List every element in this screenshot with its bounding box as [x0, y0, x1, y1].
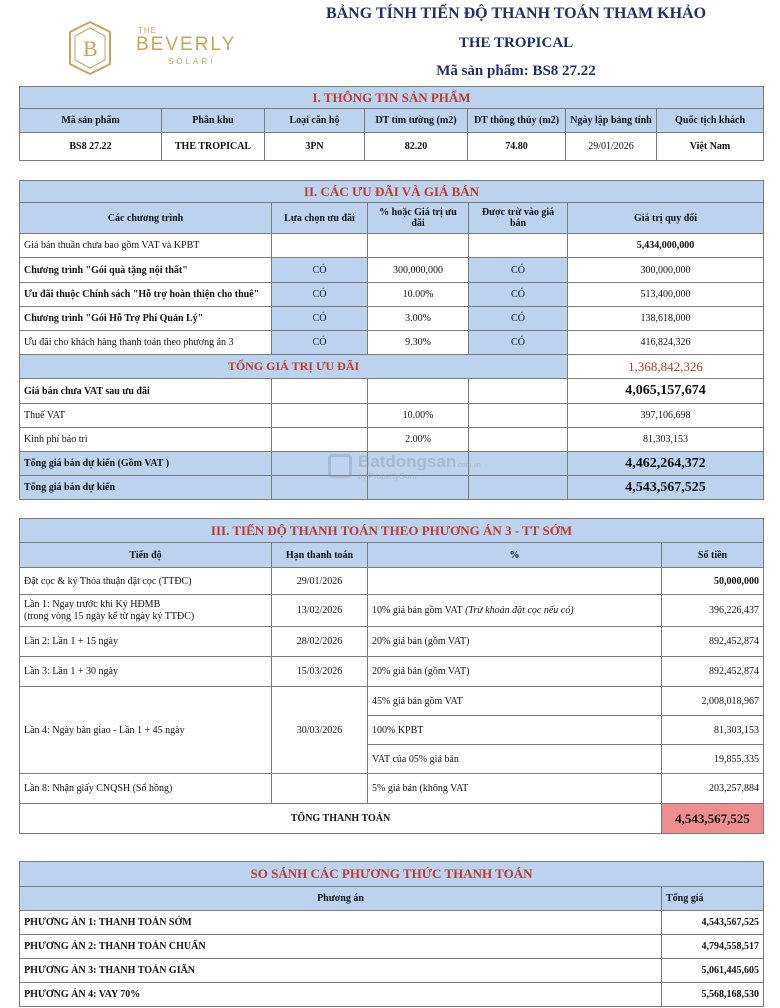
- payment-comparison-table: [19, 861, 764, 1007]
- header-option: Phương án: [20, 887, 662, 911]
- table-row: [20, 331, 764, 355]
- header-deadline: Hạn thanh toán: [272, 543, 368, 568]
- total-discount-label: TỔNG GIÁ TRỊ ƯU ĐÃI: [20, 355, 568, 379]
- offer-value: 138,618,000: [568, 307, 764, 331]
- lan4-sub-amount: 81,303,153: [662, 716, 764, 745]
- base-price-label: Giá bán thuần chưa bao gồm VAT và KPBT: [20, 234, 272, 258]
- table-row: [20, 568, 764, 595]
- offer-choice: CÓ: [272, 283, 368, 307]
- lan1-stage-line2: (trong vòng 15 ngày kể từ ngày ký TTĐC): [24, 610, 195, 622]
- brand-logo: [50, 18, 237, 78]
- header-percent: % hoặc Giá trị ưu đãi: [368, 203, 469, 234]
- option-name: PHƯƠNG ÁN 3: THANH TOÁN GIÃN: [20, 959, 662, 983]
- product-info-table: [19, 86, 764, 161]
- value-product-code: BS8 27.22: [20, 133, 162, 161]
- offer-value: 300,000,000: [568, 258, 764, 283]
- lan4-sub-amount: 2,008,018,967: [662, 687, 764, 716]
- offer-deduct: CÓ: [469, 258, 568, 283]
- lan2-amount: 892,452,874: [662, 627, 764, 657]
- option-total: 5,568,168,530: [662, 983, 764, 1007]
- table-row: [20, 774, 764, 804]
- lan4-sub-percent: 45% giá bán gồm VAT: [368, 687, 662, 716]
- schedule-total-label: TỔNG THANH TOÁN: [20, 804, 662, 834]
- value-calc-date: 29/01/2026: [566, 133, 657, 161]
- header-converted-value: Giá trị quy đổi: [568, 203, 764, 234]
- schedule-total-value: 4,543,567,525: [662, 804, 764, 834]
- watermark-domain: .com.vn: [456, 462, 481, 469]
- project-name: THE TROPICAL: [458, 35, 574, 51]
- logo-the: THE: [138, 26, 157, 35]
- offer-percent: 300,000,000: [368, 258, 469, 283]
- vat-percent: 10.00%: [368, 404, 469, 428]
- header-percent: %: [368, 543, 662, 568]
- payment-schedule-table: [19, 518, 764, 834]
- offer-percent: 9.30%: [368, 331, 469, 355]
- offer-choice: CÓ: [272, 307, 368, 331]
- maintenance-label: Kinh phí bảo trì: [20, 428, 272, 452]
- header-nationality: Quốc tịch khách: [657, 109, 764, 133]
- header-zone: Phân khu: [162, 109, 265, 133]
- offer-label: Ưu đãi thuộc Chính sách "Hỗ trợ hoàn thiện cho thuê": [20, 283, 272, 307]
- value-net-area: 74.80: [468, 133, 566, 161]
- deposit-percent: [368, 568, 662, 595]
- offer-label: Chương trình "Gói Hỗ Trợ Phí Quản Lý": [20, 307, 272, 331]
- maintenance-percent: 2.00%: [368, 428, 469, 452]
- table-row: [20, 627, 764, 657]
- offer-value: 416,824,326: [568, 331, 764, 355]
- option-name: PHƯƠNG ÁN 2: THANH TOÁN CHUẨN: [20, 935, 662, 959]
- lan3-deadline: 15/03/2026: [272, 657, 368, 687]
- offer-value: 513,400,000: [568, 283, 764, 307]
- price-before-vat-value: 4,065,157,674: [568, 379, 764, 404]
- section2-title: II. CÁC ƯU ĐÃI VÀ GIÁ BÁN: [20, 181, 764, 203]
- base-price-value: 5,434,000,000: [568, 234, 764, 258]
- watermark-main: Batdongsan: [358, 452, 457, 471]
- option-name: PHƯƠNG ÁN 4: VAY 70%: [20, 983, 662, 1007]
- lan4-stage: Lần 4: Ngày bàn giao - Lần 1 + 45 ngày: [20, 687, 272, 774]
- table-row: [20, 911, 764, 935]
- option-total: 4,543,567,525: [662, 911, 764, 935]
- product-code: Mã sản phẩm: BS8 27.22: [436, 63, 596, 79]
- vat-value: 397,106,698: [568, 404, 764, 428]
- offer-percent: 10.00%: [368, 283, 469, 307]
- lan1-deadline: 13/02/2026: [272, 595, 368, 627]
- header-product-code: Mã sản phẩm: [20, 109, 162, 133]
- table-row: [20, 234, 764, 258]
- lan2-deadline: 28/02/2026: [272, 627, 368, 657]
- lan3-stage: Lần 3: Lần 1 + 30 ngày: [20, 657, 272, 687]
- header-wall-area: DT tim tường (m2): [365, 109, 468, 133]
- logo-brand: BEVERLY: [136, 34, 237, 55]
- header-stage: Tiến độ: [20, 543, 272, 568]
- header-amount: Số tiền: [662, 543, 764, 568]
- deposit-deadline: 29/01/2026: [272, 568, 368, 595]
- option-name: PHƯƠNG ÁN 1: THANH TOÁN SỚM: [20, 911, 662, 935]
- value-nationality: Việt Nam: [657, 133, 764, 161]
- table-row: [20, 307, 764, 331]
- table-row: [20, 935, 764, 959]
- total-expected-label: Tổng giá bán dự kiến: [20, 476, 272, 500]
- logo-sub: SOLARI: [168, 57, 216, 66]
- maintenance-value: 81,303,153: [568, 428, 764, 452]
- offer-choice: CÓ: [272, 258, 368, 283]
- total-incl-vat-value: 4,462,264,372: [568, 452, 764, 476]
- option-total: 4,794,558,517: [662, 935, 764, 959]
- header-net-area: DT thông thủy (m2): [468, 109, 566, 133]
- option-total: 5,061,445,605: [662, 959, 764, 983]
- table-row: [20, 687, 764, 716]
- beverly-logo-icon: [50, 18, 130, 78]
- lan4-sub-amount: 19,855,335: [662, 745, 764, 774]
- value-wall-area: 82.20: [365, 133, 468, 161]
- offer-deduct: CÓ: [469, 283, 568, 307]
- total-incl-vat-label: Tổng giá bán dự kiến (Gồm VAT ): [20, 452, 272, 476]
- offer-choice: CÓ: [272, 331, 368, 355]
- table-row: [20, 283, 764, 307]
- header-program: Các chương trình: [20, 203, 272, 234]
- lan2-stage: Lần 2: Lần 1 + 15 ngày: [20, 627, 272, 657]
- table-row: [20, 983, 764, 1007]
- offer-percent: 3.00%: [368, 307, 469, 331]
- deposit-amount: 50,000,000: [662, 568, 764, 595]
- lan3-percent: 20% giá bán (gồm VAT): [368, 657, 662, 687]
- value-apartment-type: 3PN: [265, 133, 365, 161]
- offer-label: Chương trình "Gói quà tặng nội thất": [20, 258, 272, 283]
- lan8-stage: Lần 8: Nhận giấy CNQSH (Sổ hồng): [20, 774, 272, 804]
- lan1-stage-line1: Lần 1: Ngay trước khi Ký HĐMB: [24, 598, 161, 610]
- deposit-stage: Đặt cọc & ký Thỏa thuận đặt cọc (TTĐC): [20, 568, 272, 595]
- value-zone: THE TROPICAL: [162, 133, 265, 161]
- section1-title: I. THÔNG TIN SẢN PHẨM: [20, 87, 764, 109]
- table-row: [20, 258, 764, 283]
- price-before-vat-label: Giá bán chưa VAT sau ưu đãi: [20, 379, 272, 404]
- header-deduct: Được trừ vào giá bán: [469, 203, 568, 234]
- table-row: [20, 595, 764, 627]
- table-row: [20, 959, 764, 983]
- lan4-sub-percent: VAT của 05% giá bán: [368, 745, 662, 774]
- lan3-amount: 892,452,874: [662, 657, 764, 687]
- lan4-deadline: 30/03/2026: [272, 687, 368, 774]
- table-row: [20, 657, 764, 687]
- lan1-amount: 396,226,437: [662, 595, 764, 627]
- lan8-amount: 203,257,884: [662, 774, 764, 804]
- lan8-deadline: [272, 774, 368, 804]
- header-apartment-type: Loại căn hộ: [265, 109, 365, 133]
- offer-label: Ưu đãi cho khách hàng thanh toán theo phương án 3: [20, 331, 272, 355]
- total-discount-value: 1,368,842,326: [568, 355, 764, 379]
- watermark-sub: by PropertyGuru: [358, 472, 417, 481]
- offer-deduct: CÓ: [469, 331, 568, 355]
- section3-title: III. TIẾN ĐỘ THANH TOÁN THEO PHƯƠNG ÁN 3 - TT SỚM: [20, 519, 764, 543]
- offer-deduct: CÓ: [469, 307, 568, 331]
- lan1-percent-note: (Trừ khoản đặt cọc nếu có): [465, 605, 574, 616]
- logo-mark-text: B: [83, 36, 98, 61]
- header-calc-date: Ngày lập bảng tính: [566, 109, 657, 133]
- page-title: BẢNG TÍNH TIẾN ĐỘ THANH TOÁN THAM KHẢO: [325, 5, 707, 22]
- lan8-percent: 5% giá bán (không VAT: [368, 774, 662, 804]
- total-expected-value: 4,543,567,525: [568, 476, 764, 500]
- vat-label: Thuế VAT: [20, 404, 272, 428]
- lan4-sub-percent: 100% KPBT: [368, 716, 662, 745]
- lan2-percent: 20% giá bán (gồm VAT): [368, 627, 662, 657]
- section4-title: SO SÁNH CÁC PHƯƠNG THỨC THANH TOÁN: [20, 862, 764, 887]
- lan1-percent: 10% giá bán gồm VAT: [372, 605, 463, 616]
- header-total: Tổng giá: [662, 887, 764, 911]
- header-choice: Lựa chọn ưu đãi: [272, 203, 368, 234]
- offers-pricing-table: [19, 180, 764, 500]
